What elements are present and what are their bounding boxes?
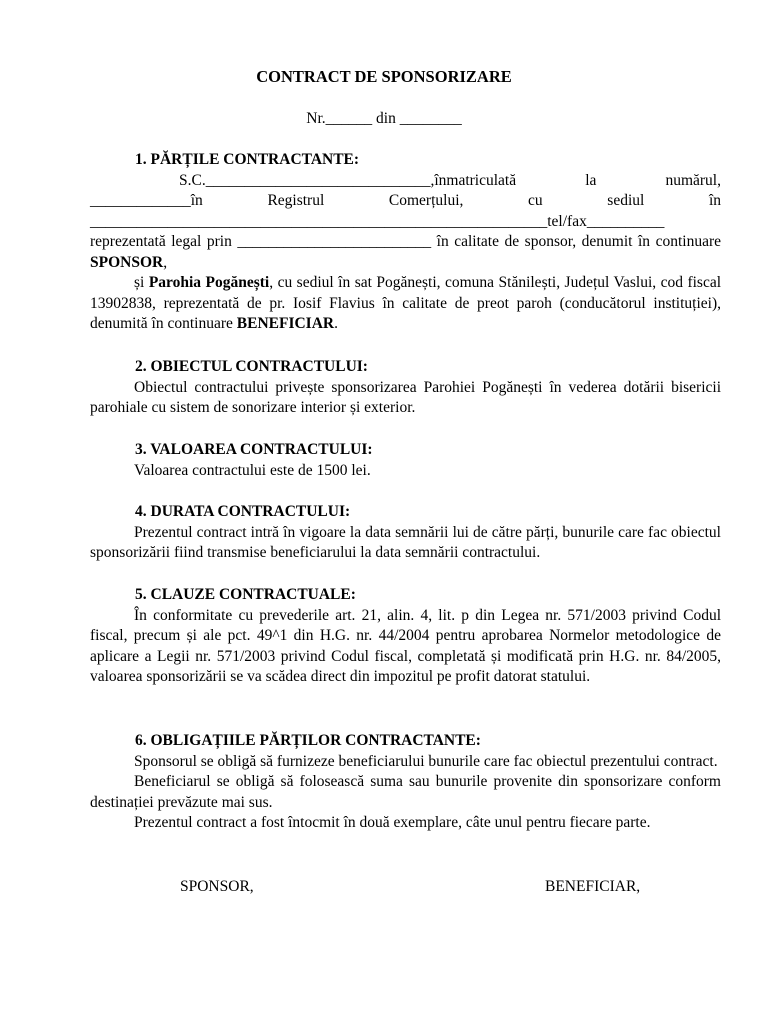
section-obligations xyxy=(90,731,721,834)
obligation-beneficiary: Beneficiarul se obligă să folosească suma sau bunurile provenite din sponsorizare conform destinației prevăzute mai sus. xyxy=(90,773,721,811)
address-field: ___________________________________________________________tel/fax__________ xyxy=(90,212,665,230)
section-value xyxy=(90,440,721,481)
sc-field: S.C._____________________________,înmatriculată xyxy=(179,171,517,189)
section-text: Obiectul contractului privește sponsorizarea Parohiei Pogănești în vederea dotării bisericii parohiale cu sistem de sonorizare interior și exterior. xyxy=(90,378,721,416)
beneficiar-term: BENEFICIAR xyxy=(236,315,335,332)
section-heading: 2. OBIECTUL CONTRACTULUI: xyxy=(135,358,368,375)
word: la xyxy=(585,171,597,189)
word: în xyxy=(708,192,721,209)
word: Registrul xyxy=(267,192,325,209)
signature-beneficiar: BENEFICIAR, xyxy=(545,878,641,895)
section-text: Valoarea contractului este de 1500 lei. xyxy=(134,461,371,479)
section-text: Prezentul contract intră în vigoare la data semnării lui de către părți, bunurile care fac obiectul sponsorizării fiind transmise beneficiarului la data semnării contractului. xyxy=(90,523,721,561)
section-object xyxy=(90,357,721,419)
beneficiary-paragraph: și Parohia Pogănești, cu sediul în sat Pogănești, comuna Stănilești, Județul Vaslui, cod fiscal 13902838, reprezentată de pr. Iosif Flavius în calitate de preot paroh (conducătorul instituției), denumită în continuare BENEFICIAR. xyxy=(90,274,722,332)
section-heading: 5. CLAUZE CONTRACTUALE: xyxy=(135,586,356,603)
word: cu xyxy=(528,192,543,209)
section-duration xyxy=(90,502,721,564)
sponsor-paragraph: reprezentată legal prin _________________________ în calitate de sponsor, denumit în continuare SPONSOR, xyxy=(90,233,721,271)
sponsor-term: SPONSOR xyxy=(90,253,164,271)
word: _____________în xyxy=(90,192,203,209)
word: Comerțului, xyxy=(388,192,464,209)
section-heading: 6. OBLIGAȚIILE PĂRȚILOR CONTRACTANTE: xyxy=(135,732,481,749)
section-parties xyxy=(90,150,721,335)
obligation-sponsor: Sponsorul se obligă să furnizeze beneficiarului bunurile care fac obiectul prezentului contract. xyxy=(134,752,718,770)
section-text: În conformitate cu prevederile art. 21, alin. 4, lit. p din Legea nr. 571/2003 privind Codul fiscal, precum și ale pct. 49^1 din H.G. nr. 44/2004 pentru aprobarea Normelor metodologice de aplicare a Legii nr. 571/2003 privind Codul fiscal, completată și modificată prin H.G. nr. 84/2005, valoarea sponsorizării se va scădea direct din impozitul pe profit datorat statului. xyxy=(90,606,721,685)
copies-statement: Prezentul contract a fost întocmit în două exemplare, câte unul pentru fiecare parte. xyxy=(134,814,651,831)
contract-number-line: Nr.______ din ________ xyxy=(306,110,462,127)
section-heading: 3. VALOAREA CONTRACTULUI: xyxy=(135,441,373,458)
signature-sponsor: SPONSOR, xyxy=(180,878,254,895)
parties-line-1 xyxy=(90,171,721,192)
section-heading: 4. DURATA CONTRACTULUI: xyxy=(135,503,351,520)
section-heading: 1. PĂRȚILE CONTRACTANTE: xyxy=(135,151,360,168)
section-clauses xyxy=(90,585,721,688)
word: sediul xyxy=(607,192,645,209)
contract-title: CONTRACT DE SPONSORIZARE xyxy=(256,67,512,86)
parties-line-2 xyxy=(90,191,721,212)
parish-name: Parohia Pogănești xyxy=(148,274,270,291)
parties-line-3 xyxy=(90,212,721,233)
word: numărul, xyxy=(665,171,721,189)
